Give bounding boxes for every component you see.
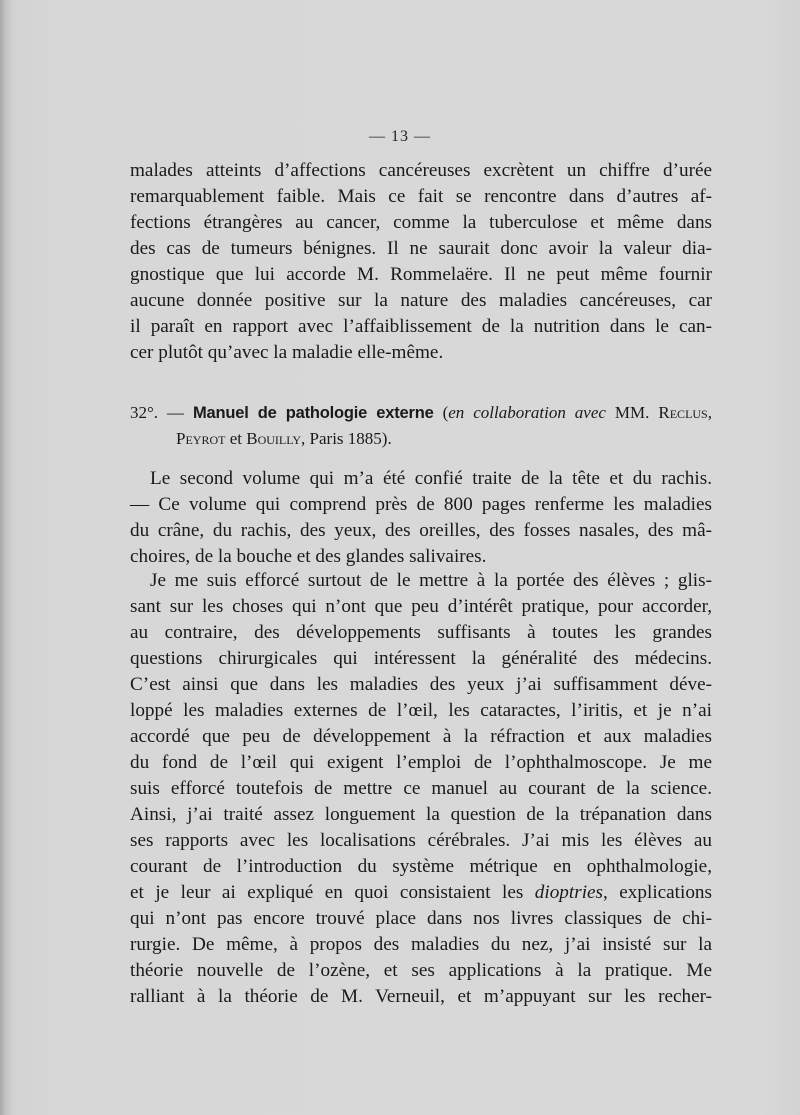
text-line: Le second volume qui m’a été confié traite de la tête et du rachis.: [150, 468, 712, 489]
text-line: suis efforcé toutefois de mettre ce manuel au courant de la science.: [130, 778, 712, 799]
page-number: — 13 —: [369, 128, 431, 145]
text-line: il paraît en rapport avec l’affaiblissement de la nutrition dans le can-: [130, 316, 712, 337]
italic-term: dioptries: [534, 882, 604, 903]
entry-note: en collaboration avec: [448, 403, 606, 422]
text-line: gnostique que lui accorde M. Rommelaëre. Il ne peut même fournir: [130, 264, 712, 285]
text-line: Ainsi, j’ai traité assez longuement la question de la trépanation dans: [130, 804, 712, 825]
text-span: , explications: [603, 882, 712, 903]
text-line: C’est ainsi que dans les maladies des yeux j’ai suffisamment déve-: [130, 674, 712, 695]
paragraph-3: [130, 568, 712, 1010]
text-line: du crâne, du rachis, des yeux, des oreilles, des fosses nasales, des mâ-: [130, 520, 712, 541]
text-line: des cas de tumeurs bénignes. Il ne saurait donc avoir la valeur dia-: [130, 238, 712, 259]
text-line: courant de l’introduction du système métrique en ophthalmologie,: [130, 856, 712, 877]
bibliography-entry: [130, 400, 712, 451]
entry-et: et: [229, 429, 242, 448]
entry-mm: MM.: [614, 403, 650, 422]
text-line: sant sur les choses qui n’ont que peu d’intérêt pratique, pour accorder,: [130, 596, 712, 617]
author-reclus: Reclus,: [658, 403, 712, 422]
text-line: questions chirurgicales qui intéressent la généralité des médecins.: [130, 648, 712, 669]
text-line: — Ce volume qui comprend près de 800 pages renferme les maladies: [130, 494, 712, 515]
author-peyrot: Peyrot: [176, 429, 226, 448]
text-line: accordé que peu de développement à la réfraction et aux maladies: [130, 726, 712, 747]
text-line: remarquablement faible. Mais ce fait se rencontre dans d’autres af-: [130, 186, 712, 207]
text-line: théorie nouvelle de l’ozène, et ses applications à la pratique. Me: [130, 960, 712, 981]
entry-title: Manuel de pathologie externe: [193, 404, 434, 422]
text-line: du fond de l’œil qui exigent l’emploi de l’ophthalmoscope. Je me: [130, 752, 712, 773]
entry-place-year: , Paris 1885).: [301, 429, 392, 448]
text-line: cer plutôt qu’avec la maladie elle-même.: [130, 342, 444, 363]
text-line: ses rapports avec les localisations cérébrales. J’ai mis les élèves au: [130, 830, 712, 851]
text-span: et je leur ai expliqué en quoi consistaient les: [130, 882, 535, 903]
entry-line-2: [130, 426, 712, 451]
text-line: malades atteints d’affections cancéreuses excrètent un chiffre d’urée: [130, 160, 712, 181]
text-line: Je me suis efforcé surtout de le mettre à la portée des élèves ; glis-: [150, 570, 712, 591]
text-line: fections étrangères au cancer, comme la tuberculose et même dans: [130, 212, 712, 233]
entry-line-1: [130, 400, 712, 426]
text-line: loppé les maladies externes de l’œil, les cataractes, l’iritis, et je n’ai: [130, 700, 712, 721]
entry-number: 32°. —: [130, 403, 185, 422]
text-line-dioptries: [130, 880, 712, 906]
paragraph-1: [130, 158, 712, 366]
text-line: au contraire, des développements suffisants à toutes les grandes: [130, 622, 712, 643]
text-line: qui n’ont pas encore trouvé place dans nos livres classiques de chi-: [130, 908, 712, 929]
text-line: choires, de la bouche et des glandes salivaires.: [130, 546, 487, 567]
text-line: ralliant à la théorie de M. Verneuil, et m’appuyant sur les recher-: [130, 986, 712, 1007]
text-line: rurgie. De même, à propos des maladies du nez, j’ai insisté sur la: [130, 934, 712, 955]
text-line: aucune donnée positive sur la nature des maladies cancéreuses, car: [130, 290, 712, 311]
author-bouilly: Bouilly: [246, 429, 302, 448]
paren-open: (: [442, 403, 449, 422]
paragraph-2: [130, 466, 712, 570]
